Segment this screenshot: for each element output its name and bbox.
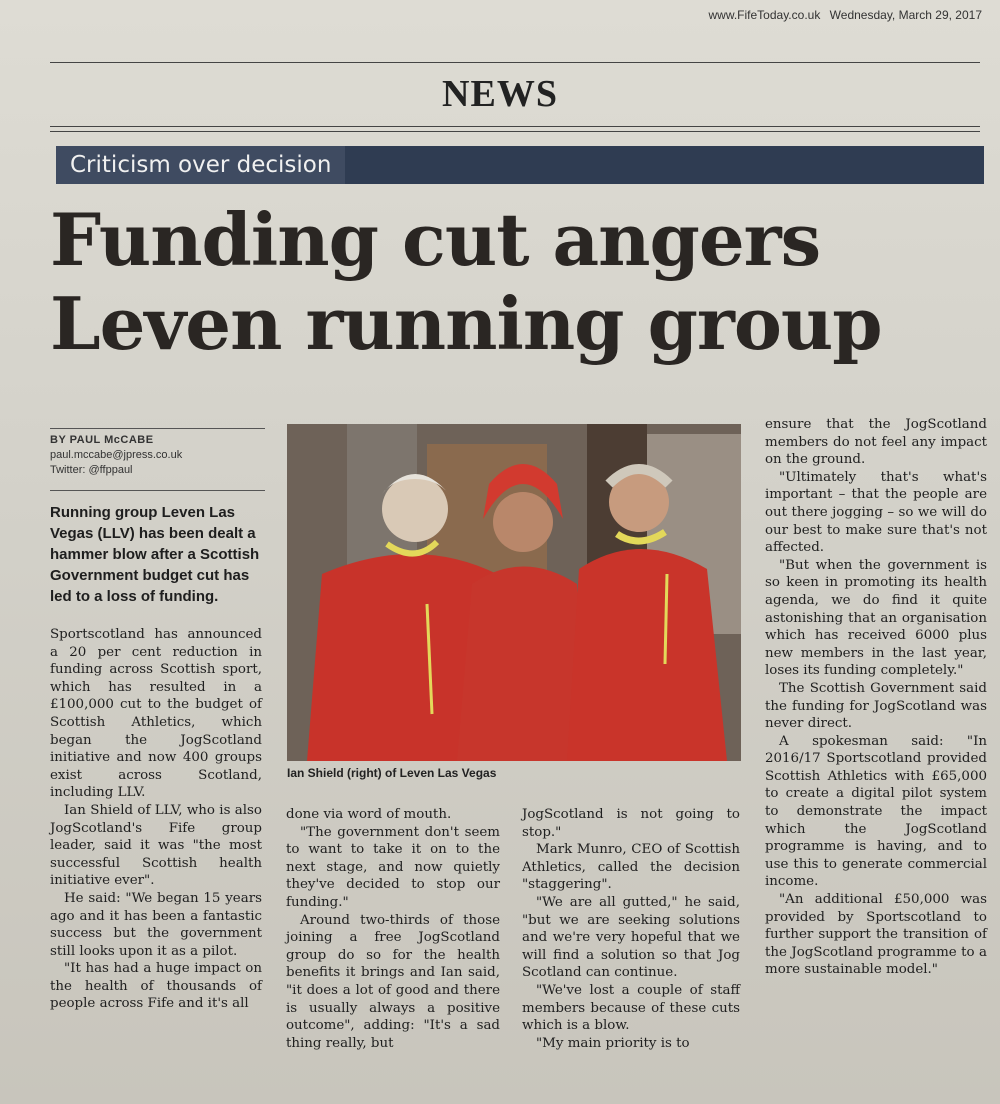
paragraph: ensure that the JogScotland members do not feel any impact on the ground.: [765, 417, 987, 468]
paragraph: Ian Shield of LLV, who is also JogScotland's Fife group leader, said it was "the most successful Scottish health initiative ever".: [50, 802, 262, 889]
masthead-site: www.FifeToday.co.uk: [708, 8, 821, 22]
byline: [50, 428, 265, 478]
paragraph: "My main priority is to: [536, 1035, 690, 1051]
headline-line-2: Leven running group: [50, 281, 882, 366]
paragraph: A spokesman said: "In 2016/17 Sportscotland provided Scottish Athletics with £65,000 to create a digital pilot system to demonstrate the impact which the JogScotland programme is having, and to use this to generate commercial income.: [765, 733, 987, 890]
paragraph: Mark Munro, CEO of Scottish Athletics, called the decision "staggering".: [522, 842, 740, 893]
kicker-bar: [56, 146, 984, 184]
column-2: [286, 806, 500, 1052]
byline-email: paul.mccabe@jpress.co.uk: [50, 449, 183, 461]
column-4: [765, 416, 987, 979]
byline-author: BY PAUL McCABE: [50, 434, 154, 446]
top-rule: [50, 62, 980, 63]
section-title: NEWS: [442, 73, 558, 115]
paragraph: Around two-thirds of those joining a free JogScotland group do so for the health benefits it brings and Ian said, "it does a lot of good and there is usually always a positive outcome", adding: "It's a sad thing really, but: [286, 912, 500, 1051]
paragraph: JogScotland is not going to stop.": [522, 807, 740, 840]
paragraph: "The government don't seem to want to take it on to the next stage, and now quietly they've decided to stop our funding.": [286, 824, 500, 910]
headline: [50, 198, 990, 366]
standfirst: Running group Leven Las Vegas (LLV) has been dealt a hammer blow after a Scottish Government budget cut has led to a loss of funding.: [50, 504, 260, 605]
paragraph: "Ultimately that's what's important – that the people are out there jogging – so we will do our best to make sure that's not affected.: [765, 469, 987, 556]
runners-photo-illustration: [287, 424, 741, 761]
headline-line-1: Funding cut angers: [50, 197, 821, 282]
paragraph: "But when the government is so keen in promoting its health agenda, we do find it quite astonishing that an organisation which has received 6000 plus new members in the last year, loses its funding completely.": [765, 557, 987, 679]
paragraph: "An additional £50,000 was provided by Sportscotland to further support the transition of the JogScotland programme to a more sustainable model.": [765, 892, 987, 978]
column-3: [522, 806, 740, 1052]
column-1: [50, 626, 262, 1013]
paragraph: "We've lost a couple of staff members because of these cuts which is a blow.: [522, 982, 740, 1034]
paragraph: "We are all gutted," he said, "but we are seeking solutions and we're very hopeful that we will find a solution so that Jog Scotland can continue.: [522, 894, 740, 981]
section-rule: [50, 126, 980, 127]
paragraph: The Scottish Government said the funding for JogScotland was never direct.: [765, 680, 987, 732]
paragraph: He said: "We began 15 years ago and it has been a fantastic success but the government still looks upon it as a pilot.: [50, 890, 262, 959]
masthead-date: Wednesday, March 29, 2017: [829, 8, 982, 22]
kicker: Criticism over decision: [56, 146, 345, 184]
byline-twitter: Twitter: @ffppaul: [50, 464, 133, 476]
byline-rule: [50, 490, 265, 491]
photo-caption: Ian Shield (right) of Leven Las Vegas: [287, 766, 497, 780]
section-rule-2: [50, 131, 980, 132]
masthead: [703, 8, 983, 22]
paragraph: done via word of mouth.: [286, 807, 452, 822]
news-photo: [287, 424, 741, 761]
paragraph: Sportscotland has announced a 20 per cent reduction in funding across Scottish sport, which has resulted in a £100,000 cut to the budget of Scottish Athletics, which began the JogScotland initiative and now 400 groups exist across Scotland, including LLV.: [50, 627, 262, 801]
paragraph: "It has had a huge impact on the health of thousands of people across Fife and it's all: [50, 961, 262, 1012]
